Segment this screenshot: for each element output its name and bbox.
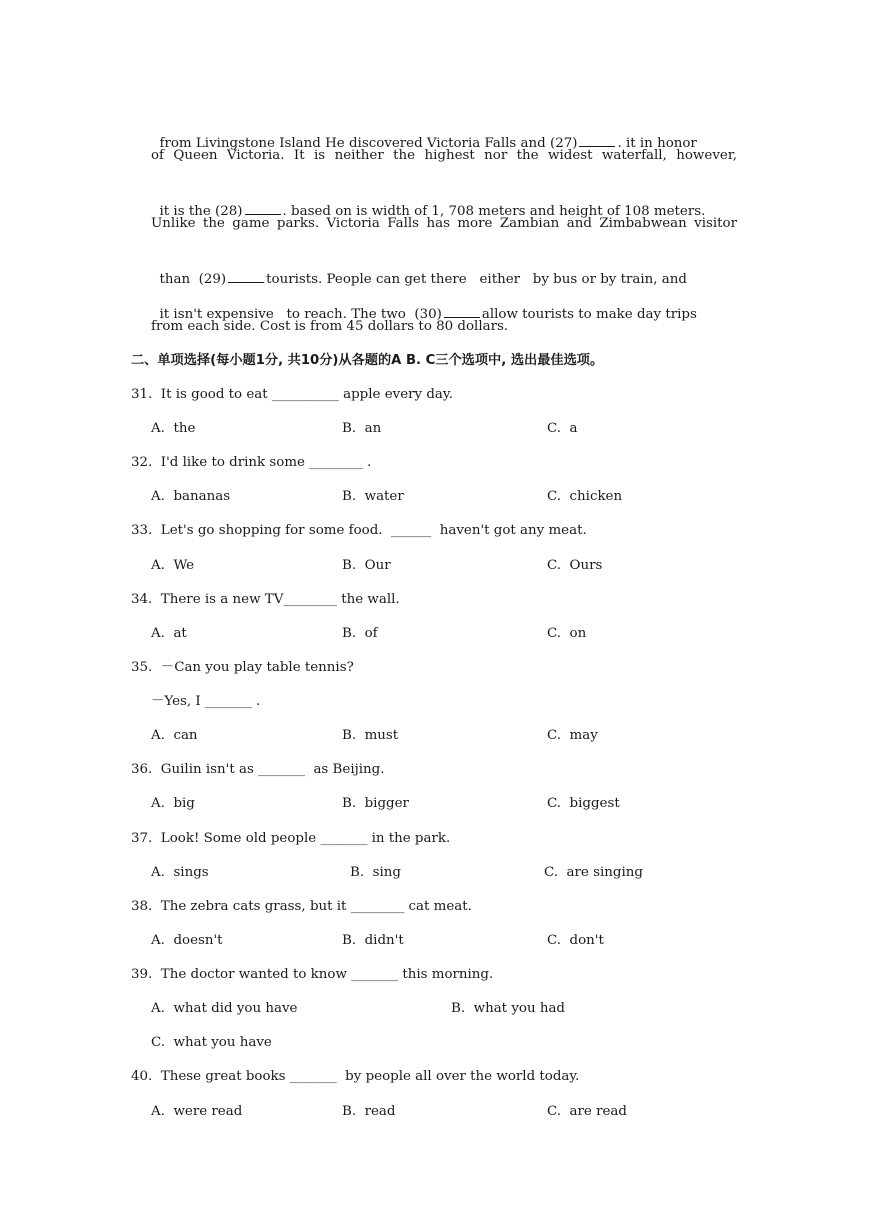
option-37-b: B. sing [350, 865, 401, 880]
option-37-c: C. are singing [544, 865, 643, 880]
question-34: 34. There is a new TV________ the wall. [131, 592, 400, 607]
passage-text: allow tourists to make day trips [481, 307, 697, 322]
question-35: 35. －Can you play table tennis? [131, 660, 354, 675]
answer-blank-28 [245, 200, 281, 215]
option-34-a: A. at [151, 626, 187, 641]
section-title: 二、单项选择(每小题1分, 共10分)从各题的A B. C三个选项中, 选出最佳选项。 [131, 353, 604, 368]
question-33: 33. Let's go shopping for some food. ______ haven't got any meat. [131, 523, 587, 538]
answer-blank-30 [444, 303, 480, 318]
option-32-b: B. water [342, 489, 404, 504]
option-33-b: B. Our [342, 558, 391, 573]
option-33-c: C. Ours [547, 558, 603, 573]
passage-line-4: Unlike the game parks. Victoria Falls has more Zambian and Zimbabwean visitor [151, 216, 737, 231]
passage-line-2: of Queen Victoria. It is neither the highest nor the widest waterfall, however, [151, 148, 737, 163]
option-36-b: B. bigger [342, 796, 409, 811]
option-40-b: B. read [342, 1104, 396, 1119]
passage-text: . based on is width of 1, 708 meters and height of 108 meters. [282, 204, 706, 219]
passage-line-7: from each side. Cost is from 45 dollars to 80 dollars. [151, 319, 509, 334]
question-40: 40. These great books _______ by people all over the world today. [131, 1069, 580, 1084]
option-38-b: B. didn't [342, 933, 404, 948]
option-39-a: A. what did you have [151, 1001, 298, 1016]
option-31-c: C. a [547, 421, 578, 436]
question-32: 32. I'd like to drink some ________ . [131, 455, 372, 470]
passage-text: it isn't expensive to reach. The two (30) [159, 307, 442, 322]
passage-text: from Livingstone Island He discovered Victoria Falls and (27) [159, 136, 578, 151]
option-39-b: B. what you had [451, 1001, 566, 1016]
option-37-a: A. sings [151, 865, 209, 880]
question-31: 31. It is good to eat __________ apple every day. [131, 387, 453, 402]
passage-text: it is the (28) [159, 204, 243, 219]
option-40-a: A. were read [151, 1104, 243, 1119]
option-33-a: A. We [151, 558, 195, 573]
option-35-a: A. can [151, 728, 198, 743]
question-35-reply: －Yes, I _______ . [151, 694, 261, 709]
answer-blank-27 [579, 132, 615, 147]
question-37: 37. Look! Some old people _______ in the park. [131, 831, 451, 846]
option-35-b: B. must [342, 728, 399, 743]
question-38: 38. The zebra cats grass, but it ________ cat meat. [131, 899, 472, 914]
option-34-b: B. of [342, 626, 378, 641]
option-38-c: C. don't [547, 933, 604, 948]
option-31-b: B. an [342, 421, 382, 436]
option-39-c: C. what you have [151, 1035, 272, 1050]
option-38-a: A. doesn't [151, 933, 223, 948]
option-32-c: C. chicken [547, 489, 623, 504]
option-34-c: C. on [547, 626, 587, 641]
option-32-a: A. bananas [151, 489, 231, 504]
option-35-c: C. may [547, 728, 598, 743]
option-40-c: C. are read [547, 1104, 627, 1119]
question-36: 36. Guilin isn't as _______ as Beijing. [131, 762, 385, 777]
passage-text: tourists. People can get there either by bus or by train, and [266, 272, 687, 287]
answer-blank-29 [228, 268, 264, 283]
option-36-c: C. biggest [547, 796, 620, 811]
option-36-a: A. big [151, 796, 195, 811]
option-31-a: A. the [151, 421, 196, 436]
passage-text: than (29) [159, 272, 227, 287]
passage-text: . it in honor [617, 136, 697, 151]
question-39: 39. The doctor wanted to know _______ this morning. [131, 967, 494, 982]
